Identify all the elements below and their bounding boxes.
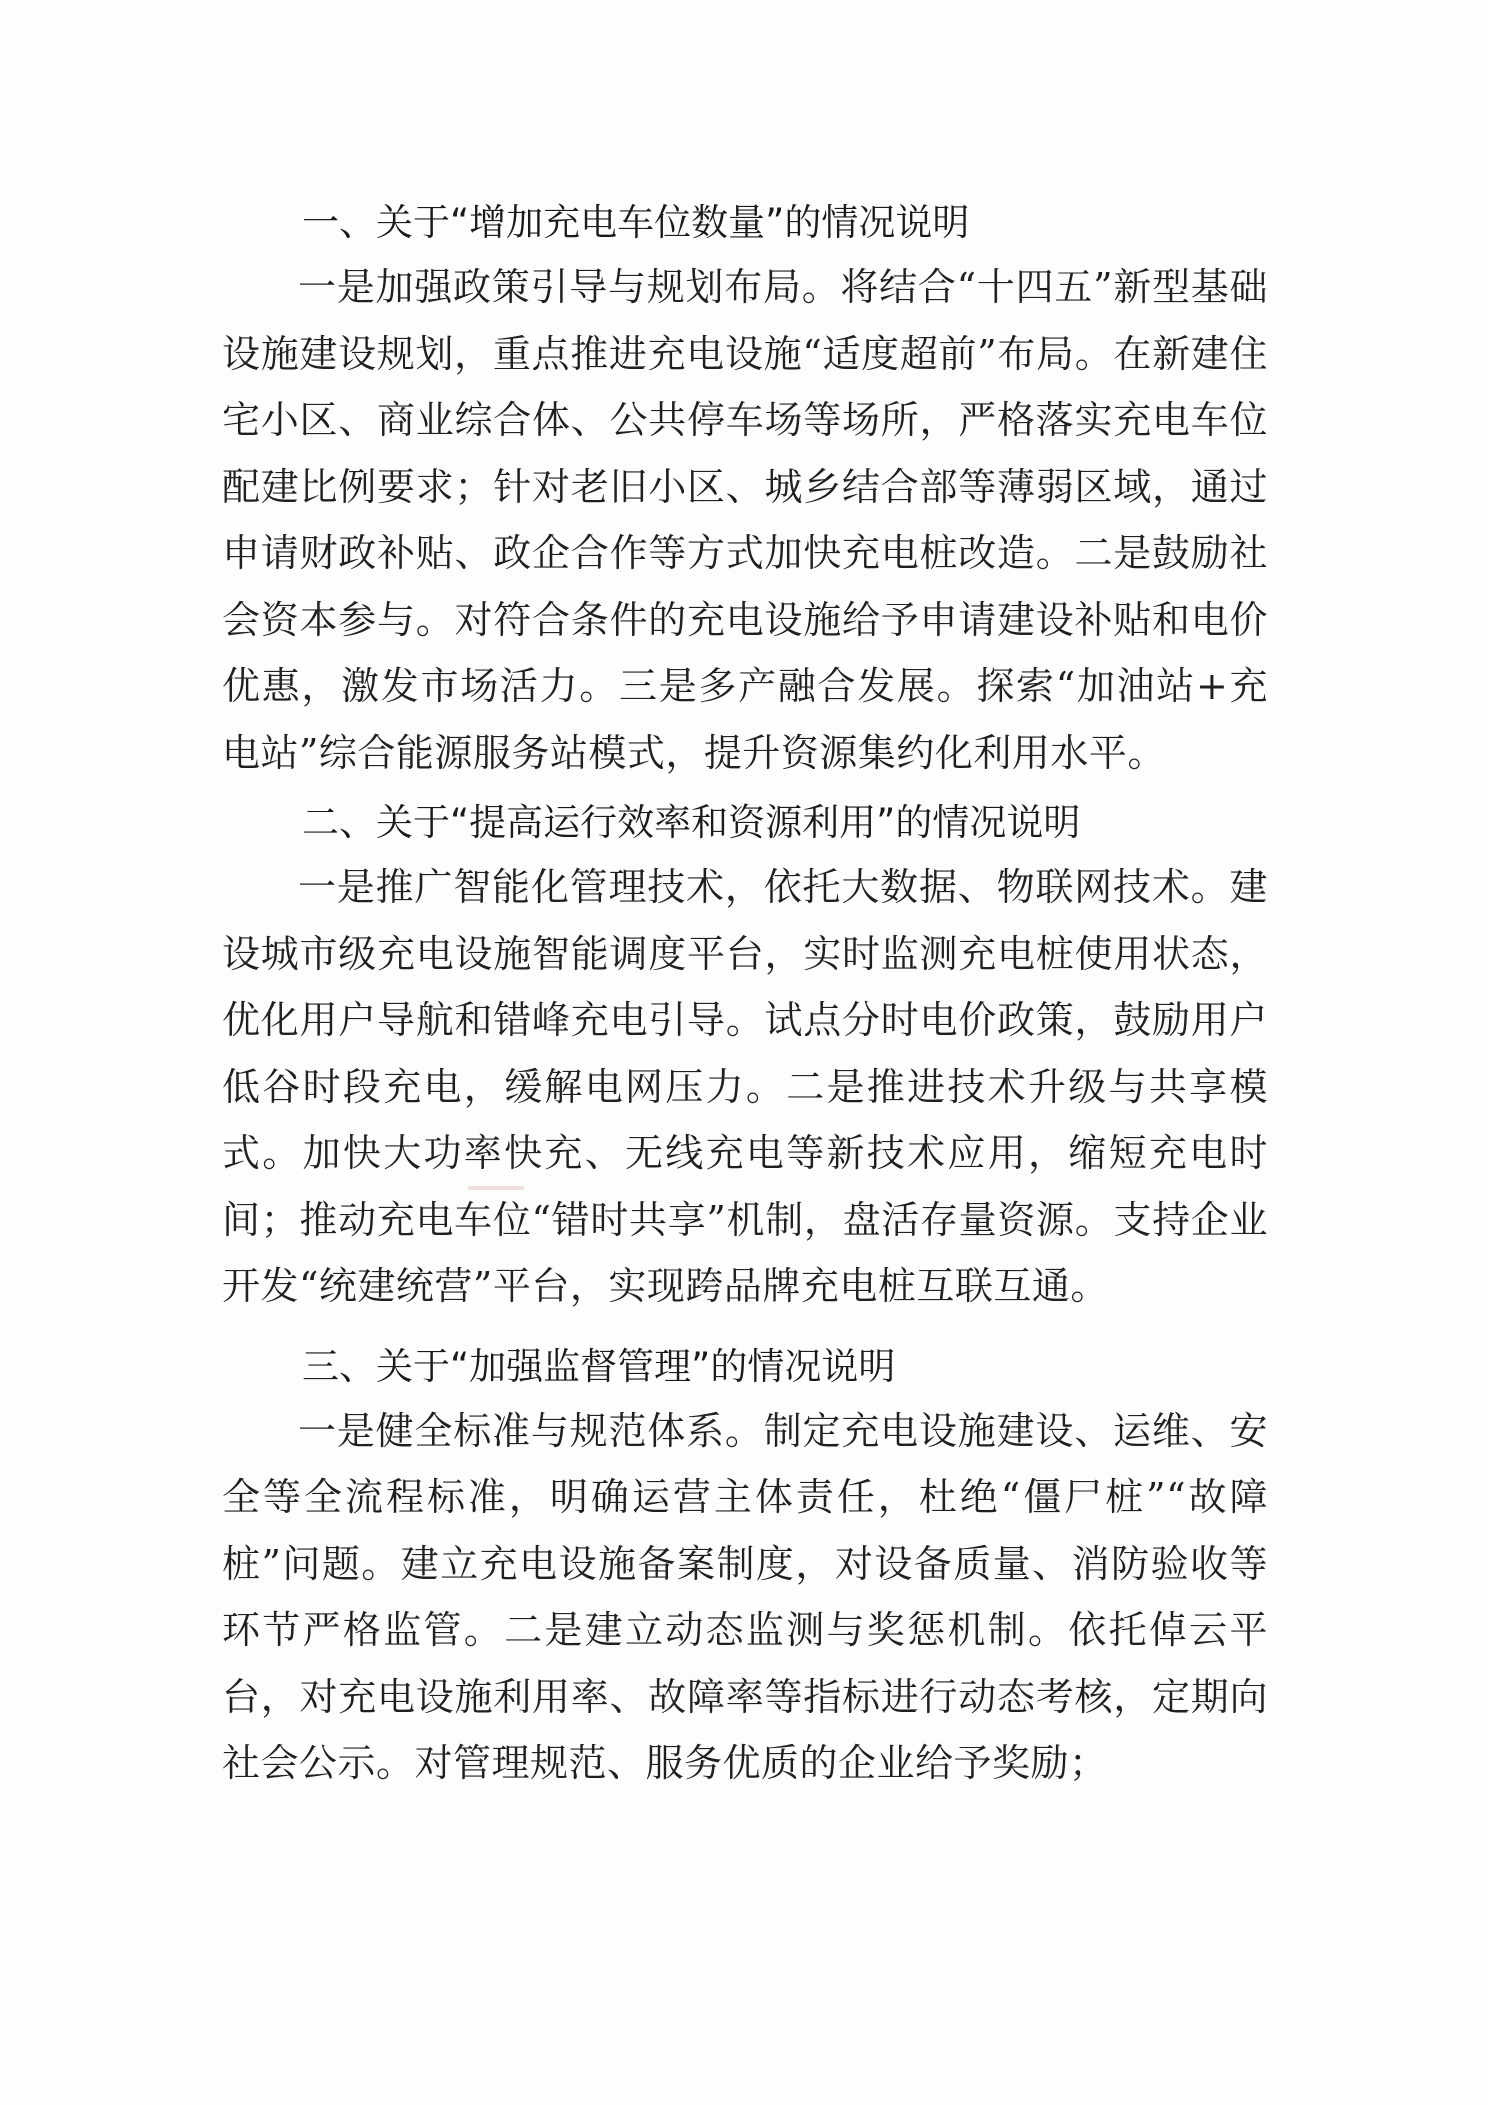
section-1 — [222, 192, 1268, 786]
section-1-paragraph: 一是加强政策引导与规划布局。将结合“十四五”新型基础设施建设规划，重点推进充电设施“适度超前”布局。在新建住宅小区、商业综合体、公共停车场等场所，严格落实充电车位配建比例要求；针对老旧小区、城乡结合部等薄弱区域，通过申请财政补贴、政企合作等方式加快充电桩改造。二是鼓励社会资本参与。对符合条件的充电设施给予申请建设补贴和电价优惠，激发市场活力。三是多产融合发展。探索“加油站+充电站”综合能源服务站模式，提升资源集约化利用水平。 — [222, 265, 1268, 775]
section-3 — [222, 1336, 1268, 1797]
section-2 — [222, 792, 1268, 1320]
section-2-paragraph: 一是推广智能化管理技术，依托大数据、物联网技术。建设城市级充电设施智能调度平台，实时监测充电桩使用状态，优化用户导航和错峰充电引导。试点分时电价政策，鼓励用户低谷时段充电，缓解电网压力。二是推进技术升级与共享模式。加快大功率快充、无线充电等新技术应用，缩短充电时间；推动充电车位“错时共享”机制，盘活存量资源。支持企业开发“统建统营”平台，实现跨品牌充电桩互联互通。 — [222, 865, 1268, 1308]
document-body — [222, 192, 1268, 1797]
section-2-heading: 二、关于“提高运行效率和资源利用”的情况说明 — [302, 801, 1081, 844]
section-spacer — [222, 1320, 1268, 1336]
section-1-heading: 一、关于“增加充电车位数量”的情况说明 — [302, 201, 970, 244]
section-3-heading: 三、关于“加强监督管理”的情况说明 — [302, 1344, 896, 1388]
section-3-paragraph: 一是健全标准与规范体系。制定充电设施建设、运维、安全等全流程标准，明确运营主体责任，杜绝“僵尸桩”“故障桩”问题。建立充电设施备案制度，对设备质量、消防验收等环节严格监管。二是建立动态监测与奖惩机制。依托倬云平台，对充电设施利用率、故障率等指标进行动态考核，定期向社会公示。对管理规范、服务优质的企业给予奖励； — [222, 1408, 1268, 1785]
